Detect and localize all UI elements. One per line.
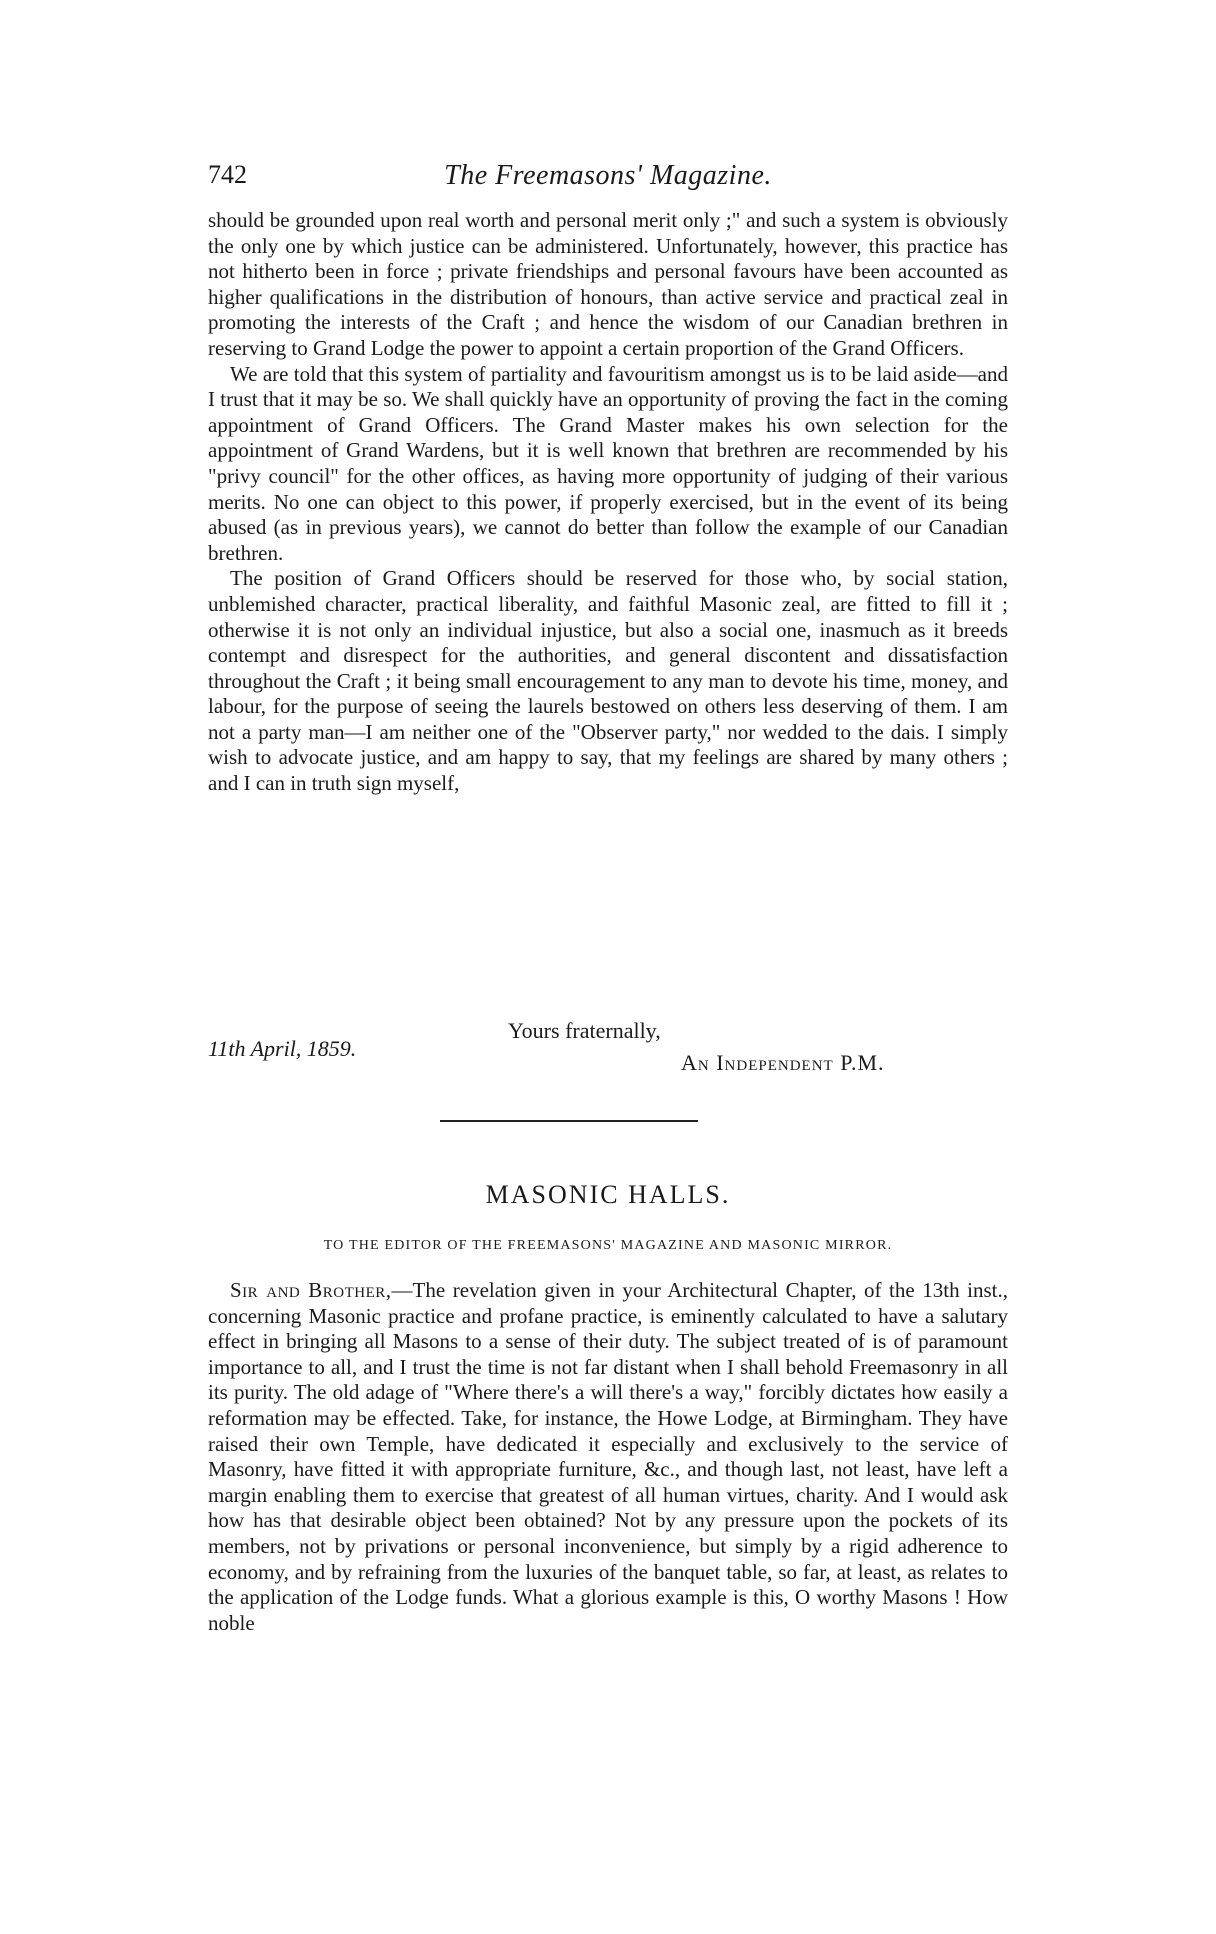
section-subtitle: TO THE EDITOR OF THE FREEMASONS' MAGAZINE AND MASONIC MIRROR.: [323, 1238, 893, 1253]
letter-paragraph-1: should be grounded upon real worth and personal merit only ;" and such a system is obviously the only one by which justice can be administered. Unfortunately, however, this practice has not hitherto been in force ; private friendships and personal favours have been accounted as higher qualifications in the distribution of honours, than active service and practical zeal in promoting the interests of the Craft ; and hence the wisdom of our Canadian brethren in reserving to Grand Lodge the power to appoint a certain proportion of the Grand Officers.: [208, 208, 1008, 360]
section-title: MASONIC HALLS.: [485, 1180, 731, 1209]
letter-body: [208, 208, 1008, 797]
magazine-page: [208, 0, 1008, 1934]
section-paragraph: [208, 1278, 1008, 1636]
salutation: Sir and Brother,: [230, 1278, 392, 1302]
letter-signature: An Independent P.M.: [681, 1050, 885, 1075]
section-divider: [440, 1120, 698, 1122]
letter-paragraph-3: The position of Grand Officers should be reserved for those who, by social station, unblemished character, practical liberality, and faithful Masonic zeal, are fitted to fill it ; otherwise it is not only an individual injustice, but also a social one, inasmuch as it breeds contempt and disrespect for the authorities, and general discontent and dissatisfaction throughout the Craft ; it being small encouragement to any man to devote his time, money, and labour, for the purpose of seeing the laurels bestowed on others less deserving of them. I am not a party man—I am neither one of the "Observer party," nor wedded to the dais. I simply wish to advocate justice, and am happy to say, that my feelings are shared by many others ; and I can in truth sign myself,: [208, 566, 1008, 796]
closing-phrase: Yours fraternally,: [508, 1018, 661, 1043]
page-number: 742: [208, 160, 247, 189]
letter-date: 11th April, 1859.: [208, 1036, 357, 1061]
letter-paragraph-2: We are told that this system of partiality and favouritism amongst us is to be laid aside—and I trust that it may be so. We shall quickly have an opportunity of proving the fact in the coming appointment of Grand Officers. The Grand Master makes his own selection for the appointment of Grand Wardens, but it is well known that brethren are recommended by his "privy council" for the other offices, as having more opportunity of judging of their various merits. No one can object to this power, if properly exercised, but in the event of its being abused (as in previous years), we cannot do better than follow the example of our Canadian brethren.: [208, 361, 1008, 565]
journal-title: The Freemasons' Magazine.: [444, 160, 772, 191]
section-body: [208, 1278, 1008, 1636]
running-head: [208, 160, 1008, 200]
letter-closing: [208, 1018, 1008, 1088]
section-paragraph-text: —The revelation given in your Architectural Chapter, of the 13th inst., concerning Masonic practice and profane practice, is eminently calculated to have a salutary effect in bringing all Masons to a sense of their duty. The subject treated of is of paramount importance to all, and I trust the time is not far distant when I shall behold Freemasonry in all its purity. The old adage of "Where there's a will there's a way," forcibly dictates how easily a reformation may be effected. Take, for instance, the Howe Lodge, at Birmingham. They have raised their own Temple, have dedicated it especially and exclusively to the service of Masonry, have fitted it with appropriate furniture, &c., and though last, not least, have left a margin enabling them to exercise that greatest of all human virtues, charity. And I would ask how has that desirable object been obtained? Not by any pressure upon the pockets of its members, not by privations or personal inconvenience, but simply by a rigid adherence to economy, and by refraining from the luxuries of the banquet table, so far, at least, as relates to the application of the Lodge funds. What a glorious example is this, O worthy Masons ! How noble: [208, 1278, 1008, 1635]
